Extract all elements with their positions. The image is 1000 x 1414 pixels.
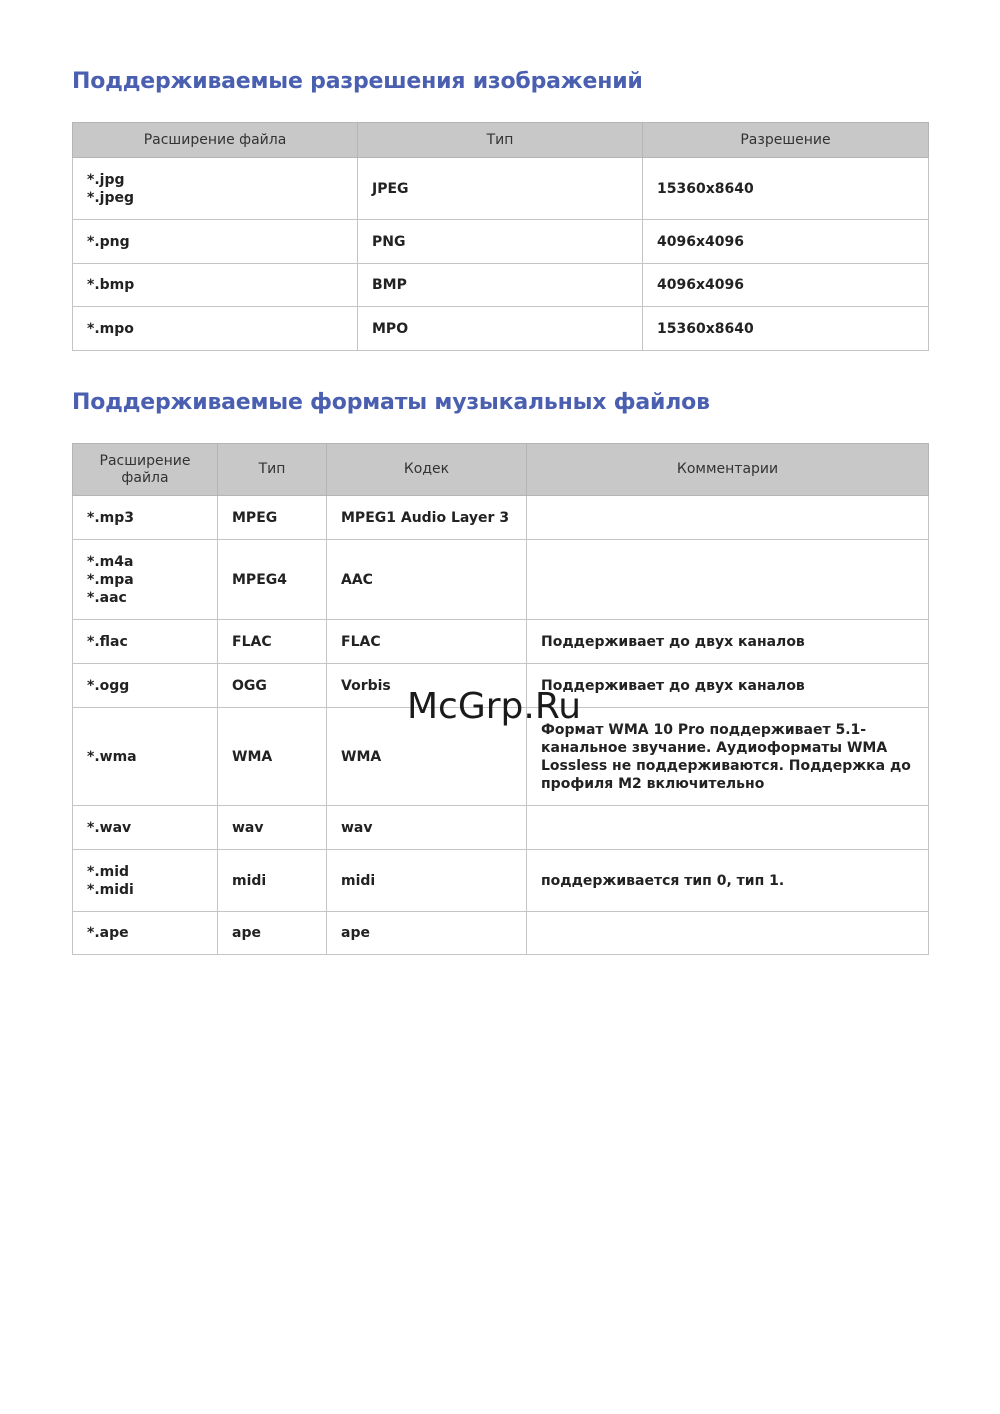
extension-value: *.jpeg bbox=[87, 189, 134, 206]
section-title-music: Поддерживаемые форматы музыкальных файлов bbox=[72, 390, 710, 415]
extension-cell bbox=[73, 158, 358, 220]
extension-cell bbox=[73, 620, 218, 664]
extension-cell bbox=[73, 220, 358, 264]
codec-cell: FLAC bbox=[327, 620, 527, 664]
comment-cell: Поддерживает до двух каналов bbox=[527, 664, 929, 708]
table-row bbox=[73, 540, 929, 620]
type-cell: BMP bbox=[358, 264, 643, 307]
type-cell: MPO bbox=[358, 307, 643, 351]
type-cell: wav bbox=[218, 806, 327, 850]
comment-cell bbox=[527, 806, 929, 850]
extension-value: *.ape bbox=[87, 925, 129, 941]
extension-cell bbox=[73, 912, 218, 955]
extension-cell bbox=[73, 540, 218, 620]
section-title-images: Поддерживаемые разрешения изображений bbox=[72, 69, 643, 94]
extension-value: *.mpo bbox=[87, 320, 134, 337]
extension-value: *.png bbox=[87, 233, 130, 250]
column-header-codec: Кодек bbox=[327, 444, 527, 496]
extension-value: *.m4a bbox=[87, 553, 134, 570]
extension-value: *.bmp bbox=[87, 277, 135, 293]
extension-cell bbox=[73, 664, 218, 708]
extension-value: *.mpa bbox=[87, 571, 134, 588]
table-row bbox=[73, 912, 929, 955]
column-header-type: Тип bbox=[218, 444, 327, 496]
resolution-cell: 4096x4096 bbox=[643, 220, 929, 264]
watermark: McGrp.Ru bbox=[407, 686, 582, 727]
type-cell: ape bbox=[218, 912, 327, 955]
extension-value: *.flac bbox=[87, 633, 128, 650]
table-row bbox=[73, 264, 929, 307]
codec-cell: Vorbis bbox=[327, 664, 527, 708]
extension-value: *.ogg bbox=[87, 677, 130, 694]
type-cell: JPEG bbox=[358, 158, 643, 220]
type-cell: OGG bbox=[218, 664, 327, 708]
resolution-cell: 15360x8640 bbox=[643, 158, 929, 220]
codec-cell: wav bbox=[327, 806, 527, 850]
extension-value: *.wav bbox=[87, 819, 132, 836]
column-header-extension: Расширение файла bbox=[73, 123, 358, 158]
column-header-type: Тип bbox=[358, 123, 643, 158]
comment-cell: Формат WMA 10 Pro поддерживает 5.1-канальное звучание. Аудиоформаты WMA Lossless не поддерживаются. Поддержка до профиля M2 включительно bbox=[527, 708, 929, 806]
extension-value: *.wma bbox=[87, 748, 137, 765]
comment-cell: Поддерживает до двух каналов bbox=[527, 620, 929, 664]
type-cell: MPEG bbox=[218, 496, 327, 540]
codec-cell: ape bbox=[327, 912, 527, 955]
column-header-comments: Комментарии bbox=[527, 444, 929, 496]
codec-cell: midi bbox=[327, 850, 527, 912]
comment-cell bbox=[527, 496, 929, 540]
extension-cell bbox=[73, 806, 218, 850]
table-row bbox=[73, 496, 929, 540]
table-header-row bbox=[73, 444, 929, 496]
extension-value: *.jpg bbox=[87, 171, 125, 188]
extension-cell bbox=[73, 850, 218, 912]
type-cell: FLAC bbox=[218, 620, 327, 664]
type-cell: WMA bbox=[218, 708, 327, 806]
type-cell: MPEG4 bbox=[218, 540, 327, 620]
comment-cell: поддерживается тип 0, тип 1. bbox=[527, 850, 929, 912]
table-row bbox=[73, 220, 929, 264]
column-header-resolution: Разрешение bbox=[643, 123, 929, 158]
codec-cell: MPEG1 Audio Layer 3 bbox=[327, 496, 527, 540]
table-row bbox=[73, 806, 929, 850]
codec-cell: WMA bbox=[327, 708, 527, 806]
column-header-extension: Расширение файла bbox=[73, 444, 218, 496]
extension-value: *.midi bbox=[87, 881, 134, 898]
extension-cell bbox=[73, 307, 358, 351]
table-row bbox=[73, 850, 929, 912]
type-cell: midi bbox=[218, 850, 327, 912]
extension-cell bbox=[73, 496, 218, 540]
codec-cell: AAC bbox=[327, 540, 527, 620]
extension-value: *.mid bbox=[87, 863, 130, 880]
comment-cell bbox=[527, 540, 929, 620]
extension-cell bbox=[73, 708, 218, 806]
extension-cell bbox=[73, 264, 358, 307]
table-row bbox=[73, 158, 929, 220]
comment-cell bbox=[527, 912, 929, 955]
resolution-cell: 4096x4096 bbox=[643, 264, 929, 307]
extension-value: *.mp3 bbox=[87, 509, 134, 526]
table-row bbox=[73, 307, 929, 351]
table-row bbox=[73, 620, 929, 664]
type-cell: PNG bbox=[358, 220, 643, 264]
resolution-cell: 15360x8640 bbox=[643, 307, 929, 351]
table-header-row bbox=[73, 123, 929, 158]
image-formats-table bbox=[72, 122, 929, 351]
extension-value: *.aac bbox=[87, 589, 127, 606]
